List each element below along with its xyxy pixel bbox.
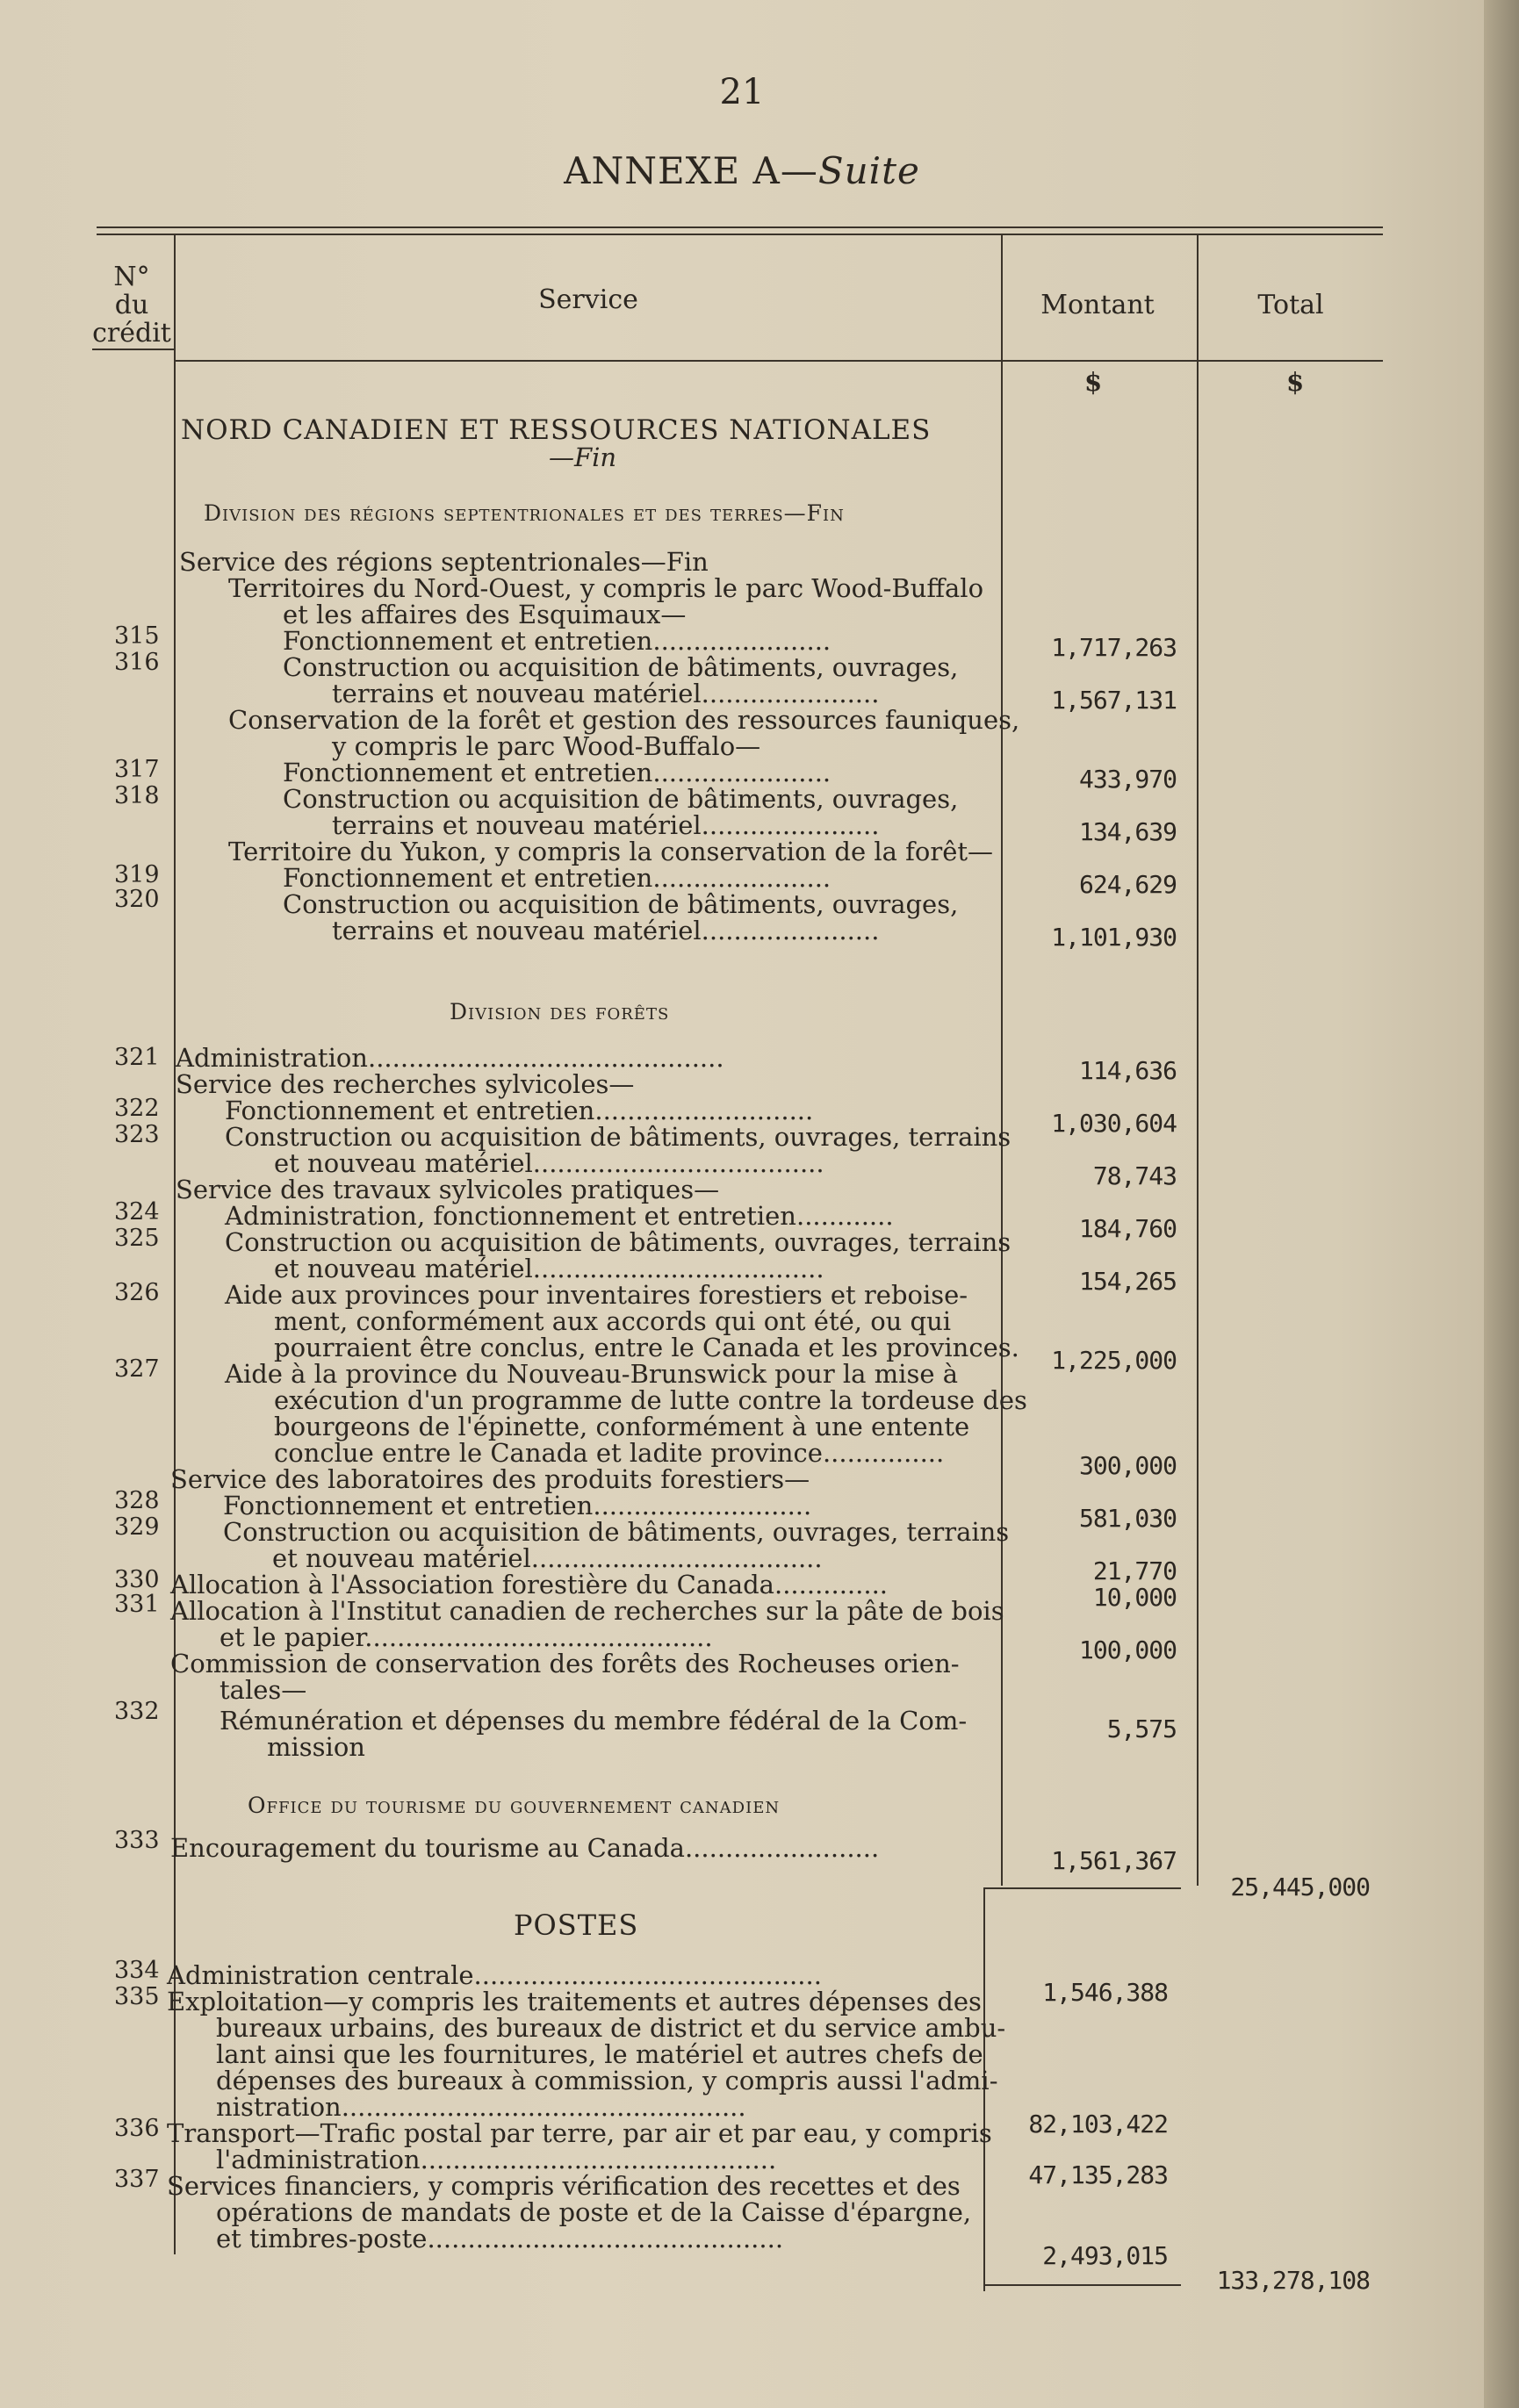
line: bureaux urbains, des bureaux de district et du service ambu- [216, 2013, 1006, 2043]
subtotal-rule-2 [983, 2284, 1181, 2286]
credit-number: 318 [114, 782, 160, 809]
amount-value: 1,567,131 [1051, 686, 1177, 715]
credit-number: 326 [114, 1279, 160, 1306]
amount-value: 1,101,930 [1051, 923, 1177, 952]
line: Fonctionnement et entretien...................... [283, 626, 831, 656]
amount-value: 10,000 [1092, 1583, 1177, 1612]
credit-number: 315 [114, 622, 160, 650]
line: Construction ou acquisition de bâtiments, ouvrages, [283, 784, 959, 814]
line: Construction ou acquisition de bâtiments, ouvrages, terrains [225, 1227, 1011, 1257]
line: et timbres-poste............................................ [216, 2224, 784, 2253]
credit-number: 324 [114, 1198, 160, 1226]
amount-value: 2,493,015 [1042, 2241, 1168, 2270]
credit-number: 319 [114, 861, 160, 888]
amount-value: 5,575 [1106, 1714, 1177, 1743]
line: Commission de conservation des forêts des Rocheuses orien- [170, 1649, 960, 1678]
heading-suite: Suite [817, 149, 920, 192]
line: terrains et nouveau matériel...................... [332, 679, 880, 708]
amount-value: 100,000 [1078, 1635, 1177, 1664]
credit-header-line-2: du [114, 290, 149, 320]
page-number: 21 [719, 72, 765, 112]
amount-value: 154,265 [1078, 1267, 1177, 1296]
line: Conservation de la forêt et gestion des ressources fauniques, [228, 705, 1020, 735]
subsection-regions: Division des régions septentrionales et des terres—Fin [204, 500, 845, 526]
credit-number: 332 [114, 1698, 160, 1725]
line: Service des laboratoires des produits forestiers— [170, 1464, 810, 1494]
line: tales— [220, 1675, 307, 1705]
section-title-postes: POSTES [514, 1908, 639, 1942]
credit-number: 336 [114, 2115, 160, 2142]
total-divider [1197, 235, 1199, 1886]
credit-number: 325 [114, 1225, 160, 1252]
top-rule-2 [97, 234, 1383, 235]
amount-value: 21,770 [1092, 1556, 1177, 1585]
line: Transport—Trafic postal par terre, par air et par eau, y compris [167, 2118, 992, 2148]
line: Aide aux provinces pour inventaires forestiers et reboise- [225, 1280, 968, 1310]
line: Construction ou acquisition de bâtiments, ouvrages, [283, 889, 959, 919]
line: terrains et nouveau matériel...................... [332, 916, 880, 945]
credit-header-line-1: N° [113, 262, 150, 292]
line: Encouragement du tourisme au Canada........................ [170, 1833, 880, 1863]
subtotal-rule-1 [983, 1887, 1181, 1889]
top-rule [97, 226, 1383, 228]
line: Construction ou acquisition de bâtiments, ouvrages, terrains [223, 1517, 1010, 1547]
amount-value: 78,743 [1092, 1161, 1177, 1190]
amount-value: 1,717,263 [1051, 633, 1177, 662]
line: l'administration............................................ [216, 2145, 777, 2174]
line: Allocation à l'Institut canadien de recherches sur la pâte de bois [170, 1596, 1004, 1626]
amount-value: 114,636 [1078, 1056, 1177, 1085]
amount-value: 300,000 [1078, 1451, 1177, 1480]
amount-value: 1,546,388 [1042, 1978, 1168, 2007]
amount-value: 47,135,283 [1028, 2160, 1168, 2189]
line: Service des recherches sylvicoles— [176, 1069, 635, 1099]
credit-number: 322 [114, 1095, 160, 1122]
line: Aide à la province du Nouveau-Brunswick pour la mise à [225, 1359, 959, 1389]
credit-number: 316 [114, 649, 160, 676]
amount-value: 1,561,367 [1051, 1846, 1177, 1875]
line: lant ainsi que les fournitures, le matériel et autres chefs de [216, 2039, 983, 2069]
amount-value: 82,103,422 [1028, 2110, 1168, 2138]
header-rule-main [176, 360, 1383, 362]
line: et nouveau matériel.................................... [274, 1254, 824, 1283]
line: Rémunération et dépenses du membre fédéral de la Com- [220, 1706, 968, 1736]
line: Administration centrale........................................... [167, 1960, 822, 1990]
page-edge [1484, 0, 1519, 2408]
line: Administration............................................ [176, 1043, 724, 1073]
credit-number: 333 [114, 1827, 160, 1854]
line: y compris le parc Wood-Buffalo— [332, 731, 761, 761]
line: Fonctionnement et entretien...................... [283, 758, 831, 787]
line: et le papier........................................... [220, 1622, 713, 1652]
line: opérations de mandats de poste et de la Caisse d'épargne, [216, 2197, 972, 2227]
total-value: 133,278,108 [1216, 2266, 1370, 2295]
amount-value: 184,760 [1078, 1214, 1177, 1243]
line: pourraient être conclus, entre le Canada et les provinces. [274, 1333, 1019, 1362]
credit-number: 335 [114, 1983, 160, 2010]
line: Territoires du Nord-Ouest, y compris le parc Wood-Buffalo [228, 573, 984, 603]
amount-value: 581,030 [1078, 1504, 1177, 1533]
line: dépenses des bureaux à commission, y compris aussi l'admi- [216, 2066, 998, 2095]
line: Service des régions septentrionales—Fin [179, 547, 709, 577]
amount-value: 134,639 [1078, 817, 1177, 846]
total-column-header: Total [1257, 290, 1324, 320]
line: terrains et nouveau matériel...................... [332, 810, 880, 840]
dollar-sign-total: $ [1286, 367, 1305, 397]
total-value: 25,445,000 [1230, 1872, 1370, 1901]
amount-value: 624,629 [1078, 870, 1177, 899]
line: Service des travaux sylvicoles pratiques— [176, 1175, 720, 1204]
line: Allocation à l'Association forestière du Canada.............. [170, 1570, 889, 1599]
service-column-header: Service [538, 284, 638, 315]
line: Fonctionnement et entretien...................... [283, 863, 831, 893]
line: et nouveau matériel.................................... [272, 1543, 823, 1573]
section-title-nord-fin: —Fin [549, 442, 617, 472]
line: Administration, fonctionnement et entretien............ [225, 1201, 894, 1231]
subsection-forets: Division des forêts [450, 999, 670, 1024]
credit-number: 321 [114, 1044, 160, 1071]
amount-value: 433,970 [1078, 765, 1177, 794]
credit-number: 334 [114, 1957, 160, 1984]
line: Fonctionnement et entretien........................... [225, 1096, 814, 1125]
line: nistration.................................................. [216, 2092, 746, 2122]
line: et nouveau matériel.................................... [274, 1148, 824, 1178]
amount-value: 1,225,000 [1051, 1346, 1177, 1375]
section-title-nord: NORD CANADIEN ET RESSOURCES NATIONALES [181, 414, 932, 446]
credit-number: 323 [114, 1121, 160, 1148]
line: Exploitation—y compris les traitements et autres dépenses des [167, 1987, 982, 2016]
heading-main: ANNEXE A— [564, 149, 818, 192]
line: Construction ou acquisition de bâtiments, ouvrages, [283, 652, 959, 682]
credit-number: 328 [114, 1487, 160, 1514]
line: conclue entre le Canada et ladite province............... [274, 1438, 945, 1468]
credit-number: 327 [114, 1355, 160, 1383]
line: Territoire du Yukon, y compris la conservation de la forêt— [228, 837, 994, 866]
line: Services financiers, y compris vérification des recettes et des [167, 2171, 961, 2201]
amount-value: 1,030,604 [1051, 1109, 1177, 1138]
credit-column-header [92, 263, 171, 348]
service-divider [174, 235, 176, 2254]
subsection-tourisme: Office du tourisme du gouvernement canadien [248, 1793, 781, 1818]
line: mission [267, 1732, 365, 1762]
line: bourgeons de l'épinette, conformément à une entente [274, 1412, 970, 1441]
credit-number: 330 [114, 1566, 160, 1593]
credit-number: 337 [114, 2166, 160, 2193]
credit-number: 331 [114, 1591, 160, 1618]
credit-number: 317 [114, 756, 160, 783]
dollar-sign-montant: $ [1084, 367, 1103, 397]
credit-header-line-3: crédit [92, 318, 171, 349]
line: exécution d'un programme de lutte contre la tordeuse des [274, 1385, 1027, 1415]
credit-number: 329 [114, 1513, 160, 1541]
line: Fonctionnement et entretien........................... [223, 1491, 812, 1520]
header-rule-credit [92, 349, 176, 350]
montant-column-header: Montant [1040, 290, 1155, 320]
line: ment, conformément aux accords qui ont été, ou qui [274, 1306, 952, 1336]
credit-number: 320 [114, 886, 160, 913]
page-heading [0, 149, 1484, 192]
line: Construction ou acquisition de bâtiments, ouvrages, terrains [225, 1122, 1011, 1152]
line: et les affaires des Esquimaux— [283, 600, 687, 629]
